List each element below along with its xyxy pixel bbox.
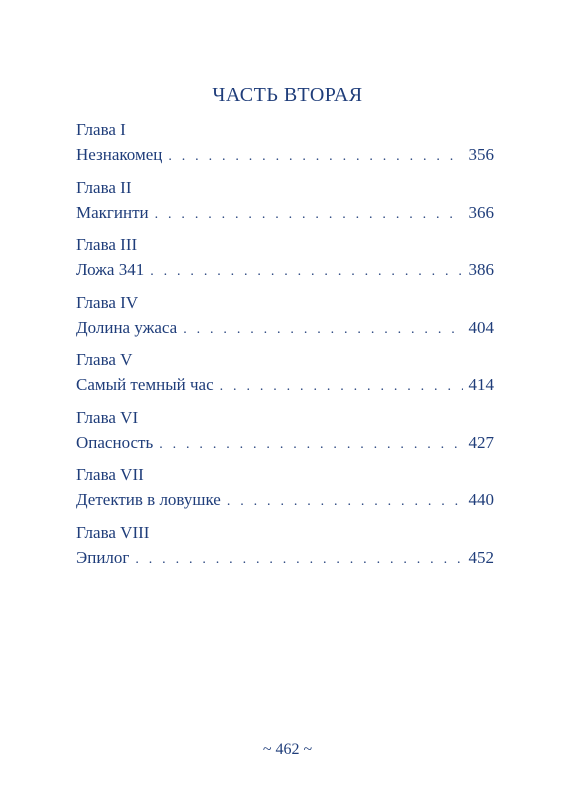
dot-leader [150,259,462,284]
chapter-title: Долина ужаса [76,317,178,337]
toc-entry [76,290,494,348]
chapter-title: Опасность [76,432,154,452]
chapter-label: Глава V [76,350,133,369]
chapter-label: Глава VI [76,407,139,427]
chapter-title: Самый темный час [76,375,214,394]
toc-entry-line [76,372,494,397]
chapter-title: Детектив в ловушке [76,490,221,509]
toc-entry [76,405,494,463]
table-of-contents [76,117,494,577]
page-footer-number: ~ 462 ~ [262,741,313,758]
page-number: 356 [468,145,494,164]
chapter-title: Эпилог [76,547,130,567]
toc-entry-line [76,315,494,340]
page-number: 414 [468,375,494,394]
chapter-label: Глава VII [76,465,144,484]
dot-leader [183,317,462,342]
chapter-label: Глава VIII [76,522,150,542]
page-number: 452 [468,547,494,567]
chapter-title: Ложа 341 [76,260,145,279]
dot-leader [159,432,462,457]
page-number: 404 [468,317,494,337]
page-number: 427 [468,432,494,452]
toc-entry [76,117,494,175]
toc-entry [76,520,494,578]
toc-entry [76,232,494,290]
chapter-title: Незнакомец [76,145,163,164]
dot-leader [135,547,462,572]
toc-entry [76,175,494,233]
chapter-label: Глава IV [76,292,139,312]
dot-leader [227,489,463,514]
chapter-label: Глава II [76,177,132,197]
chapter-title: Макгинти [76,202,149,222]
page-number: 386 [468,260,494,279]
toc-entry [76,462,494,520]
page-number: 440 [468,490,494,509]
toc-entry-line [76,545,494,570]
dot-leader [168,144,462,169]
dot-leader [155,202,463,227]
toc-entry-line [76,257,494,282]
chapter-label: Глава I [76,120,126,139]
toc-entry-line [76,142,494,167]
toc-entry-line [76,200,494,225]
dot-leader [220,374,463,399]
toc-entry [76,347,494,405]
page-number: 366 [468,202,494,222]
part-heading: ЧАСТЬ ВТОРАЯ [212,84,363,106]
toc-entry-line [76,430,494,455]
chapter-label: Глава III [76,235,138,254]
toc-entry-line [76,487,494,512]
